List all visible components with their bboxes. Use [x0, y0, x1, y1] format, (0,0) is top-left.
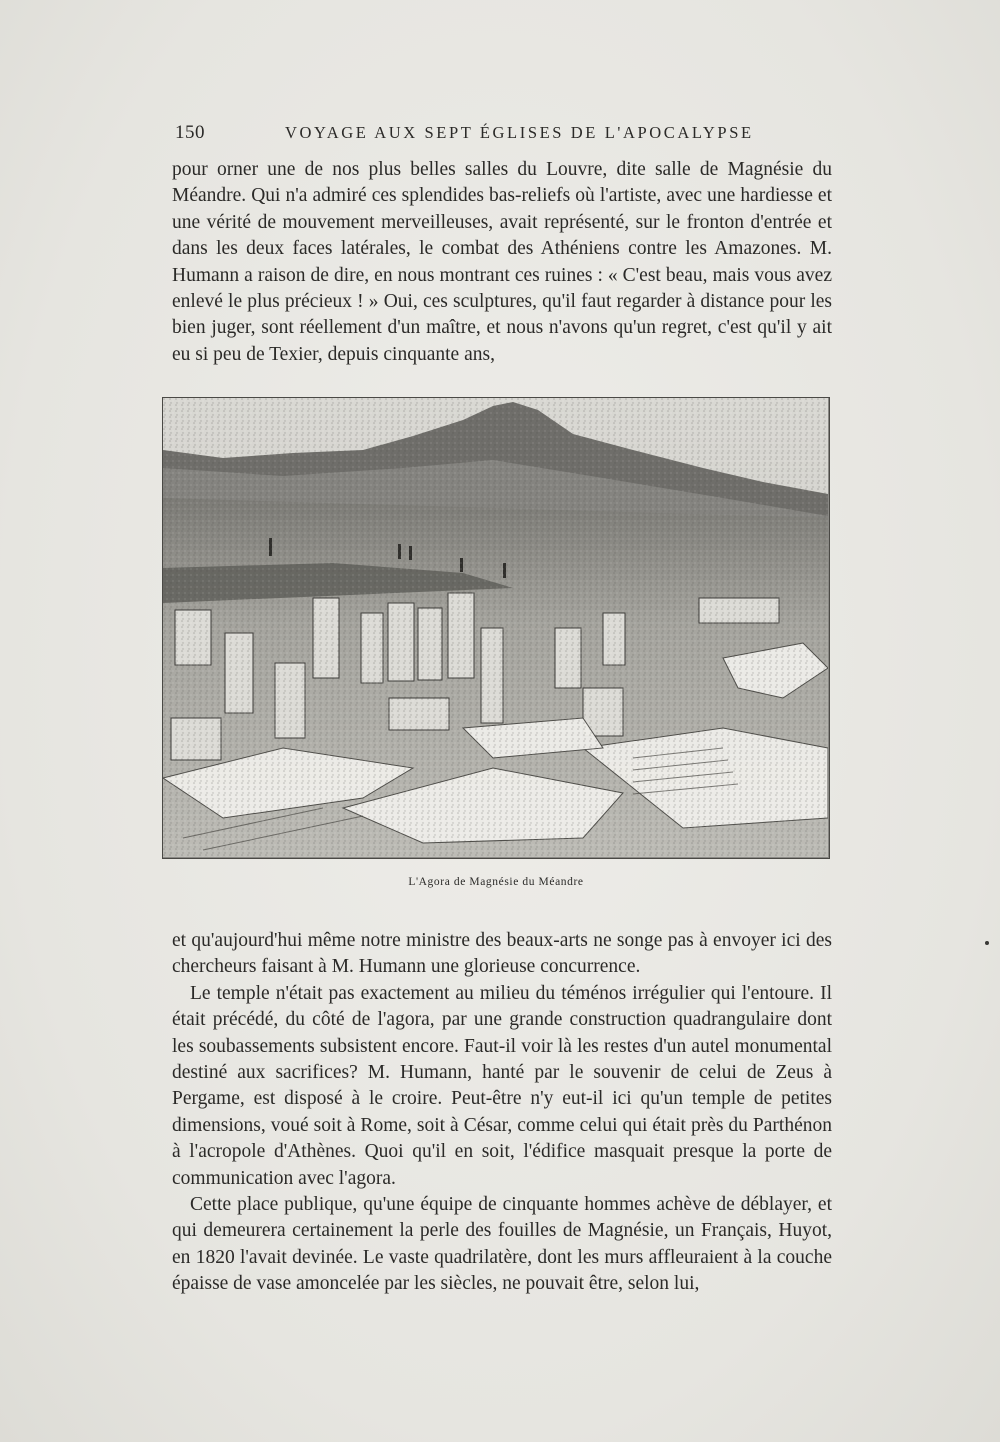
figure-caption: L'Agora de Magnésie du Méandre	[408, 876, 584, 888]
agora-ruins-photograph	[163, 398, 828, 857]
photograph-plate	[162, 397, 830, 859]
running-head	[175, 122, 835, 146]
body-text-bottom	[172, 928, 832, 1298]
page-number: 150	[175, 122, 205, 143]
body-text-top	[172, 157, 832, 372]
paragraph-3: Cette place publique, qu'une équipe de cinquante hommes achève de déblayer, et qui demeurera certainement la perle des fouilles de Magnésie, un Français, Huyot, en 1820 l'avait devinée. Le vaste quadrilatère, dont les murs affleuraient à la couche épaisse de vase amoncelée par les siècles, ne pouvait être, selon lui,	[172, 1194, 832, 1295]
running-title: VOYAGE AUX SEPT ÉGLISES DE L'APOCALYPSE	[285, 123, 754, 142]
margin-speck	[985, 941, 989, 945]
paragraph-1: et qu'aujourd'hui même notre ministre des beaux-arts ne songe pas à envoyer ici des chercheurs faisant à M. Humann une glorieuse concurrence.	[172, 930, 832, 978]
paragraph-continuation: pour orner une de nos plus belles salles du Louvre, dite salle de Magnésie du Méandre. Qui n'a admiré ces splendides bas-reliefs où l'artiste, avec une hardiesse et une vérité de mouvement merveilleuses, avait représenté, sur le fronton d'entrée et dans les deux faces latérales, le combat des Athéniens contre les Amazones. M. Humann a raison de dire, en nous montrant ces ruines : « C'est beau, mais vous avez enlevé le plus précieux ! » Oui, ces sculptures, qu'il faut regarder à distance pour les bien juger, sont réellement d'un maître, et nous n'avons qu'un regret, c'est qu'il y ait eu si peu de Texier, depuis cinquante ans,	[172, 159, 832, 365]
paragraph-2: Le temple n'était pas exactement au milieu du téménos irrégulier qui l'entoure. Il était précédé, du côté de l'agora, par une grande construction quadrangulaire dont les soubassements subsistent encore. Faut-il voir là les restes d'un autel monumental destiné aux sacrifices? M. Humann, hanté par le souvenir de celui de Zeus à Pergame, est disposé à le croire. Peut-être n'y eut-il ici qu'un temple de petites dimensions, voué soit à Rome, soit à César, comme celui qui était près du Parthénon à l'acropole d'Athènes. Quoi qu'il en soit, l'édifice masquait presque la porte de communication avec l'agora.	[172, 982, 832, 1189]
